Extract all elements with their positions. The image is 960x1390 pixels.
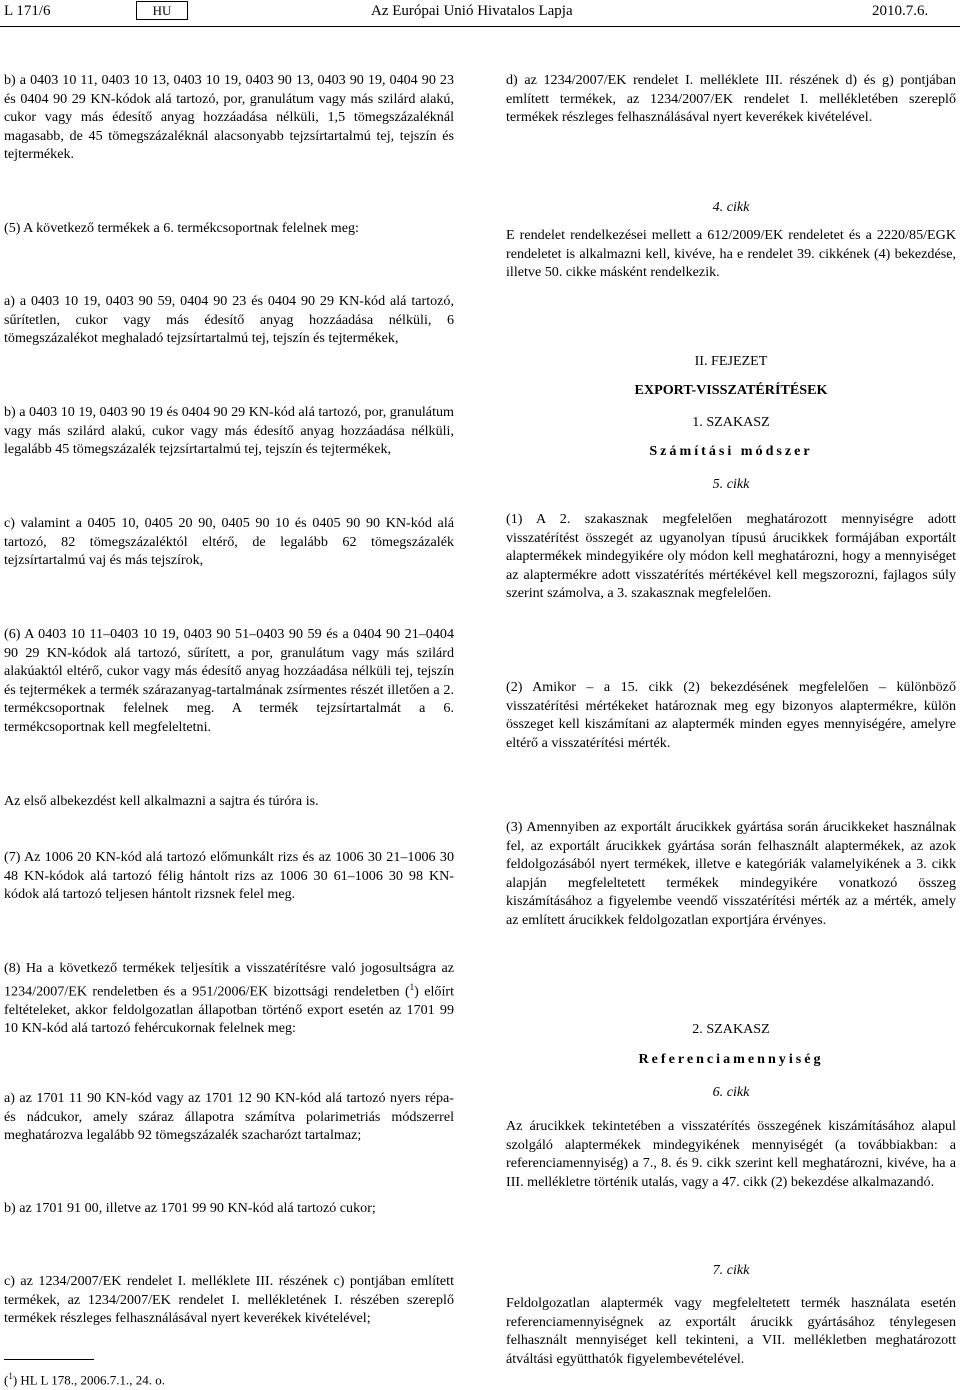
article-6-block xyxy=(506,1117,956,1191)
paragraph-6: (6) A 0403 10 11–0403 10 19, 0403 90 51–0403 90 59 és a 0404 90 21–0404 90 29 KN-kódok alá tartozó, sűrített, a por, granulátum vagy más szilárd alakúaktól eltérő, cukor vagy más édesítő anyag hozzáadása nélküli tej, tejszín és tejtermékek a termék szárazanyag-tartalmának zsírmentes részét illetően a 2. termékcsoportnak felelnek meg. A termék tejzsírtartalmát a 6. termékcsoportnak kell megfeleltetni. xyxy=(4,626,454,735)
journal-title: Az Európai Unió Hivatalos Lapja xyxy=(371,3,573,19)
paragraph-8c-block xyxy=(4,1272,454,1328)
article-5-2-block xyxy=(506,678,956,752)
paragraph-8b-block xyxy=(4,1199,454,1218)
article-6-heading: 6. cikk xyxy=(712,1084,750,1100)
article-7-heading: 7. cikk xyxy=(712,1262,750,1278)
paragraph-5a-block xyxy=(4,292,454,348)
paragraph-8-text-start: (8) Ha a következő termékek teljesítik a visszatérítésre való jogosultságra az 1234/2007/EK rendeletben és a 951/2006/EK bizottsági rendeletben ( xyxy=(4,960,454,1000)
article-6-text: Az árucikkek tekintetében a visszatérítés összegének kiszámításához alapul szolgáló alaptermékek mindegyikének mennyiségét (a továbbiakban: a referenciamennyiség) a 7., 8. és 9. cikk szerint kell meghatározni, kivéve, ha a III. mellékletre történik utalás, vagy a 47. cikk (2) bekezdése alkalmazandó. xyxy=(506,1118,956,1190)
footnote-text: ) HL L 178., 2006.7.1., 24. o. xyxy=(12,1372,165,1388)
article-4-block xyxy=(506,226,956,282)
paragraph-8a-block xyxy=(4,1089,454,1145)
article-5-paragraph-2: (2) Amikor – a 15. cikk (2) bekezdésének megfelelően – különböző visszatérítési mértékeket határoznak meg egy bizonyos alaptermékre, külön összeget kell kiszámítani az alaptermék minden egyes mennyiségére, amelyre eltérő a visszatérítési mérték. xyxy=(506,679,956,751)
item-d: d) az 1234/2007/EK rendelet I. melléklete III. részének d) és g) pontjában említett termékek, az 1234/2007/EK rendelet I. mellékletében szereplő termékek részleges felhasználásával nyert keverékek kivételével. xyxy=(506,72,956,125)
header-rule xyxy=(0,26,960,27)
footnote-reference[interactable]: 1 xyxy=(409,981,415,992)
section-2-heading: 2. SZAKASZ xyxy=(692,1021,770,1037)
section-2-title: Referenciamennyiség xyxy=(638,1051,824,1067)
chapter-heading: II. FEJEZET xyxy=(694,353,768,369)
item-d-block xyxy=(506,71,956,127)
section-1-title: Számítási módszer xyxy=(649,443,813,459)
paragraph-5c: c) valamint a 0405 10, 0405 20 90, 0405 90 10 és 0405 90 90 KN-kód alá tartozó, 82 tömegszázaléktól eltérő, de legalább 62 tömegszázalék tejzsírtartalmú vaj és más tejszírok, xyxy=(4,515,454,568)
article-4-text: E rendelet rendelkezései mellett a 612/2009/EK rendeletet és a 2220/85/EGK rendeletet is alkalmazni kell, kivéve, ha e rendelet 39. cikkének (4) bekezdése, illetve 50. cikke másként rendelkezik. xyxy=(506,227,956,280)
article-5-heading: 5. cikk xyxy=(712,476,750,492)
article-5-paragraph-1: (1) A 2. szakasznak megfelelően meghatározott mennyiségre adott visszatérítést összegét az ugyanolyan típusú árucikkek formájában exportált alaptermékek mindegyikére oly módon kell meghatározni, hogy a mennyiséget az alaptermékre adott visszatérítés mértékével kell megszorozni, fajlagos súly szerint számolva, a 3. szakasznak megfelelően. xyxy=(506,511,956,601)
publication-date: 2010.7.6. xyxy=(872,3,929,19)
chapter-title: EXPORT-VISSZATÉRÍTÉSEK xyxy=(634,382,828,398)
paragraph-8-text-end: ) előírt feltételeket, akkor feldolgozatlan állapotban történő export esetén az 1701 99 10 KN-kód alá tartozó fehércukornak felelnek meg: xyxy=(4,983,455,1037)
footnote-number: 1 xyxy=(8,1371,13,1381)
article-5-1-block xyxy=(506,510,956,603)
language-code-box: HU xyxy=(136,1,188,20)
journal-reference: L 171/6 xyxy=(4,3,51,19)
paragraph-8a: a) az 1701 11 90 KN-kód vagy az 1701 12 90 KN-kód alá tartozó nyers répa- és nádcukor, amely száraz állapotra számítva polarimetriás módszerrel meghatározva legalább 92 tömegszázalék szacharózt tartalmaz; xyxy=(4,1090,454,1143)
paragraph-5a: a) a 0403 10 19, 0403 90 59, 0404 90 23 és 0404 90 29 KN-kód alá tartozó, sűrítetlen, cukor vagy más édesítő anyag hozzáadása nélküli, 6 tömegszázalékot meghaladó tejzsírtartalmú tej, tejszín és tejtermékek, xyxy=(4,293,454,346)
paragraph-5c-block xyxy=(4,514,454,570)
article-7-text: Feldolgozatlan alaptermék vagy megfeleltetett termék használata esetén referenciamennyiségnek az exportált árucikk gyártásához ténylegesen felhasznált mennyiséget kell tekinteni, a VII. mellékletben meghatározott átváltási együtthatók figyelembevételével. xyxy=(506,1295,956,1367)
article-5-3-block xyxy=(506,818,956,929)
footnote: ($^1$) HL L 178., 2006.7.1., 24. o. xyxy=(4,1371,165,1388)
article-4-heading: 4. cikk xyxy=(712,199,750,215)
page-header xyxy=(0,0,960,28)
item-b-dairy: b) a 0403 10 11, 0403 10 13, 0403 10 19, 0403 90 13, 0403 90 19, 0404 90 23 és 0404 90 29 KN-kódok alá tartozó, por, granulátum vagy más szilárd alakú, cukor vagy más édesítő anyag hozzáadása nélküli, 1,5 tömegszázaléknál magasabb, de 45 tömegszázaléknál alacsonyabb tejzsírtartalmú tej, tejszín és tejtermékek. xyxy=(4,72,454,162)
section-1-heading: 1. SZAKASZ xyxy=(692,414,770,430)
article-7-block xyxy=(506,1294,956,1368)
paragraph-6b: Az első albekezdést kell alkalmazni a sajtra és túróra is. xyxy=(4,793,319,809)
paragraph-8-block xyxy=(4,959,454,1038)
paragraph-7-block xyxy=(4,848,454,904)
left-column xyxy=(4,71,454,164)
paragraph-6b-block xyxy=(4,792,454,811)
paragraph-5: (5) A következő termékek a 6. termékcsoportnak felelnek meg: xyxy=(4,220,359,236)
paragraph-8 xyxy=(4,959,454,1038)
article-5-paragraph-3: (3) Amennyiben az exportált árucikkek gyártása során árucikkeket használnak fel, az exportált árucikkek gyártása során felhasznált alaptermékek, az azok feldolgozásából nyert termékek, illetve e kategóriák valamelyikének a 3. cikk alapján megfeleltetett termékek mindegyikére vonatkozó összeg kiszámításához a figyelembe veendő visszatérítési mérték az a mérték, amely az említett árucikkek feldolgozatlan exportjára érvényes. xyxy=(506,819,956,928)
paragraph-5b: b) a 0403 10 19, 0403 90 19 és 0404 90 29 KN-kód alá tartozó, por, granulátum vagy más szilárd alakú, cukor vagy más édesítő anyag hozzáadása nélküli, legalább 45 tömegszázalék tejzsírtartalmú tej, tejszín és tejtermékek, xyxy=(4,404,454,457)
paragraph-5b-block xyxy=(4,403,454,459)
paragraph-8b: b) az 1701 91 00, illetve az 1701 99 90 KN-kód alá tartozó cukor; xyxy=(4,1200,376,1216)
footnote-rule xyxy=(4,1359,94,1360)
paragraph-8c: c) az 1234/2007/EK rendelet I. melléklete III. részének c) pontjában említett termékek, az 1234/2007/EK rendelet I. mellékletének I. részében szereplő termékek részleges felhasználásával nyert keverékek kivételével; xyxy=(4,1273,454,1326)
paragraph-5-block xyxy=(4,219,454,238)
paragraph-6-block xyxy=(4,625,454,736)
paragraph-7: (7) Az 1006 20 KN-kód alá tartozó előmunkált rizs és az 1006 30 21–1006 30 48 KN-kódok alá tartozó félig hántolt rizs az 1006 30 61–1006 30 98 KN-kódok alá tartozó teljesen hántolt rizsnek felel meg. xyxy=(4,849,454,902)
